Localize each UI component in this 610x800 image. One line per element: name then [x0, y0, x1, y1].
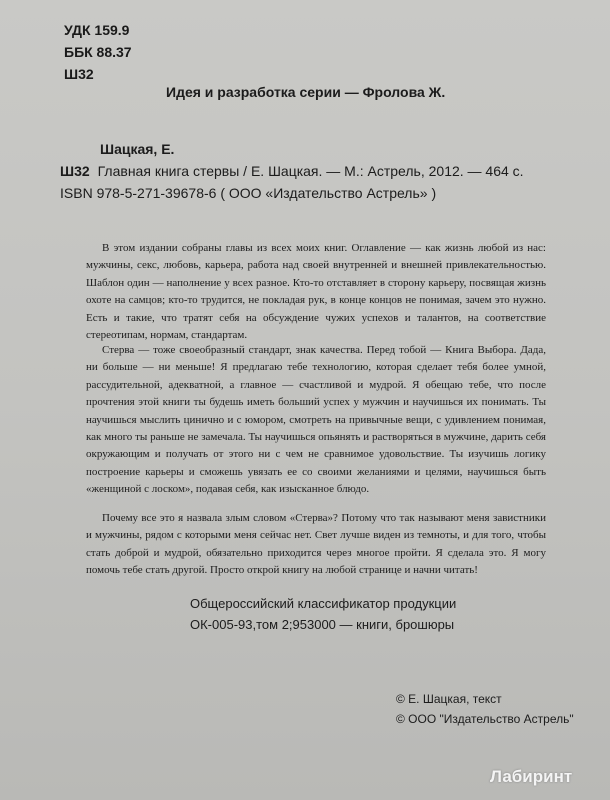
author-mark: Ш32: [64, 66, 94, 82]
author-heading: Шацкая, Е.: [100, 141, 175, 157]
catalog-description: Главная книга стервы / Е. Шацкая. — М.: Астрель, 2012. — 464 с.: [97, 163, 524, 179]
series-credit: Идея и разработка серии — Фролова Ж.: [166, 84, 446, 100]
copyright-publisher: © ООО "Издательство Астрель": [396, 712, 574, 726]
classifier-title: Общероссийский классификатор продукции: [190, 596, 457, 611]
annotation-paragraph-2: Стерва — тоже своеобразный стандарт, знак качества. Перед тобой — Книга Выбора. Дада, ни больше — ни меньше! Я предлагаю тебе технологию, которая сделает тебя более умной, рассудительной, адекватной, а главное — счастливой и мудрой. Я обещаю тебе, что после прочтения этой книги ты будешь иметь больший успех у мужчин и научишься их понимать. Ты научишься мыслить цинично и с юмором, смотреть на привычные вещи, с удивлением понимая, как много ты раньше не замечала. Ты научишься опьянять и растворяться в мужчине, дарить себя окружающим и получать от этого ни с чем не сравнимое удовольствие. Ты изучишь логику построение карьеры и сможешь увязать ее со своими желаниями и целями, научишься быть «женщиной с лоском», подавая себя, как изысканное блюдо.: [86, 344, 546, 496]
watermark-logo: Лабиринт: [490, 767, 573, 786]
annotation-paragraph-1: В этом издании собраны главы из всех моих книг. Оглавление — как жизнь любой из нас: мужчины, секс, любовь, карьера, работа над своей внутренней и внешней привлекательностью. Шаблон один — наполнение у всех разное. Кто-то отставляет в сторону карьеру, посвящая жизнь охоте на самцов; кто-то трудится, не покладая рук, в конце концов не понимая, зачем это нужно. Есть и такие, что тратят себя на обсуждение чужих успехов и талантов, на соответствие стереотипам, нормам, стандартам.: [86, 242, 546, 342]
copyright-author: © Е. Шацкая, текст: [396, 692, 502, 706]
annotation-paragraph-3: Почему все это я назвала злым словом «Стерва»? Потому что так называют меня завистники и мужчины, рядом с которыми меня сейчас нет. Свет лучше виден из темноты, и для того, чтобы стать доброй и мудрой, обязательно приходится через многое пройти. Я сделала это. Я могу помочь тебе стать другой. Просто открой книгу на любой странице и начни читать!: [86, 512, 546, 577]
catalog-code: Ш32: [60, 163, 90, 179]
udk-code: УДК 159.9: [64, 22, 130, 38]
catalog-entry: [60, 163, 524, 179]
bbk-code: ББК 88.37: [64, 44, 132, 60]
classifier-code: ОК-005-93,том 2;953000 — книги, брошюры: [190, 617, 455, 632]
isbn-line: ISBN 978-5-271-39678-6 ( ООО «Издательство Астрель» ): [60, 185, 437, 201]
